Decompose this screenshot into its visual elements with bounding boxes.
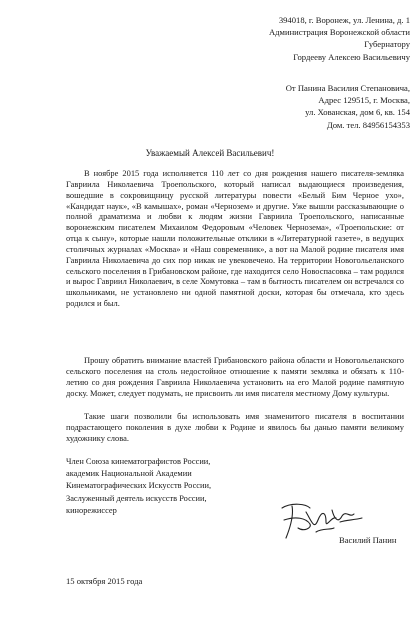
sender-line: Адрес 129515, г. Москва, [318,95,410,106]
sender-line: ул. Хованская, дом 6, кв. 154 [305,107,410,118]
title-line: Заслуженный деятель искусств России, [66,493,207,503]
recipient-line: Гордееву Алексею Васильевичу [293,51,410,62]
title-line: Член Союза кинематографистов России, [66,457,211,466]
sender-line: Дом. тел. 84956154353 [326,119,410,130]
greeting: Уважаемый Алексей Васильевич! [145,148,275,158]
sender-line: От Панина Василия Степановича, [285,83,410,93]
paragraph-text: Прошу обратить внимание властей Грибановского района области и Новогольеланского сельского поселения на столь недостойное отношение к памяти земляка и обязать к 110-летию со дня рождения Гавриила Николаевича установить на его Малой родине памятную доску. Может, следует подумать, не присвоить ли имя писателя местному Дому культуры. [66,355,404,398]
sender-address [286,82,410,131]
title-line: академик Национальной Академии [66,469,192,479]
letter-date: 15 октября 2015 года [66,576,143,586]
paragraph-text: В ноябре 2015 года исполняется 110 лет со дня рождения нашего писателя-земляка Гавриила Николаевича Троепольского, который написал выдающиеся произведения, вошедшие в сокровищницу русской литературы повести «Белый Бим Черное ухо», «Кандидат наук», «В камышах», роман «Чернозем» и другие. Уже вышли рассказывающие о полной драматизма и любви к людям жизни Гавриила Троепольского, написанные воронежским писателем Михаилом Федоровым «Человек Чернозема», «Троепольские: от отца к сыну», которые нашли положительные отклики в «Литературной газете», в ведущих столичных журналах «Москва» и «Наш современник», а вот на Малой родине писателя имя Гавриила Николаевича до сих пор никак не увековечено. На территории Новогольеланского сельского поселения в Грибановском районе, где находится село Новоспасовка – там родился и вырос Гавриил Николаевич, в селе Хомутовка – там в бытность писателем он встречался со школьниками, не установлено ни одной памятной доски, которая бы отмечала, кто здесь родился и был. [66,168,404,309]
title-line: Кинематографических Искусств России, [66,481,212,491]
body-paragraph [66,355,404,398]
body-paragraph [66,411,404,444]
body-paragraph [66,168,404,309]
paragraph-text: Такие шаги позволили бы использовать имя знаменитого писателя в воспитании подрастающего поколения в духе любви к Родине и явилось бы данью памяти великому художнику слова. [66,411,404,443]
signature-block [66,456,211,517]
recipient-line: Администрация Воронежской области [268,27,410,38]
recipient-line: 394018, г. Воронеж, ул. Ленина, д. 1 [278,15,410,25]
recipient-address [269,14,410,63]
signer-name: Василий Панин [339,535,397,545]
title-line: кинорежиссер [66,505,117,515]
recipient-line: Губернатору [364,39,410,50]
